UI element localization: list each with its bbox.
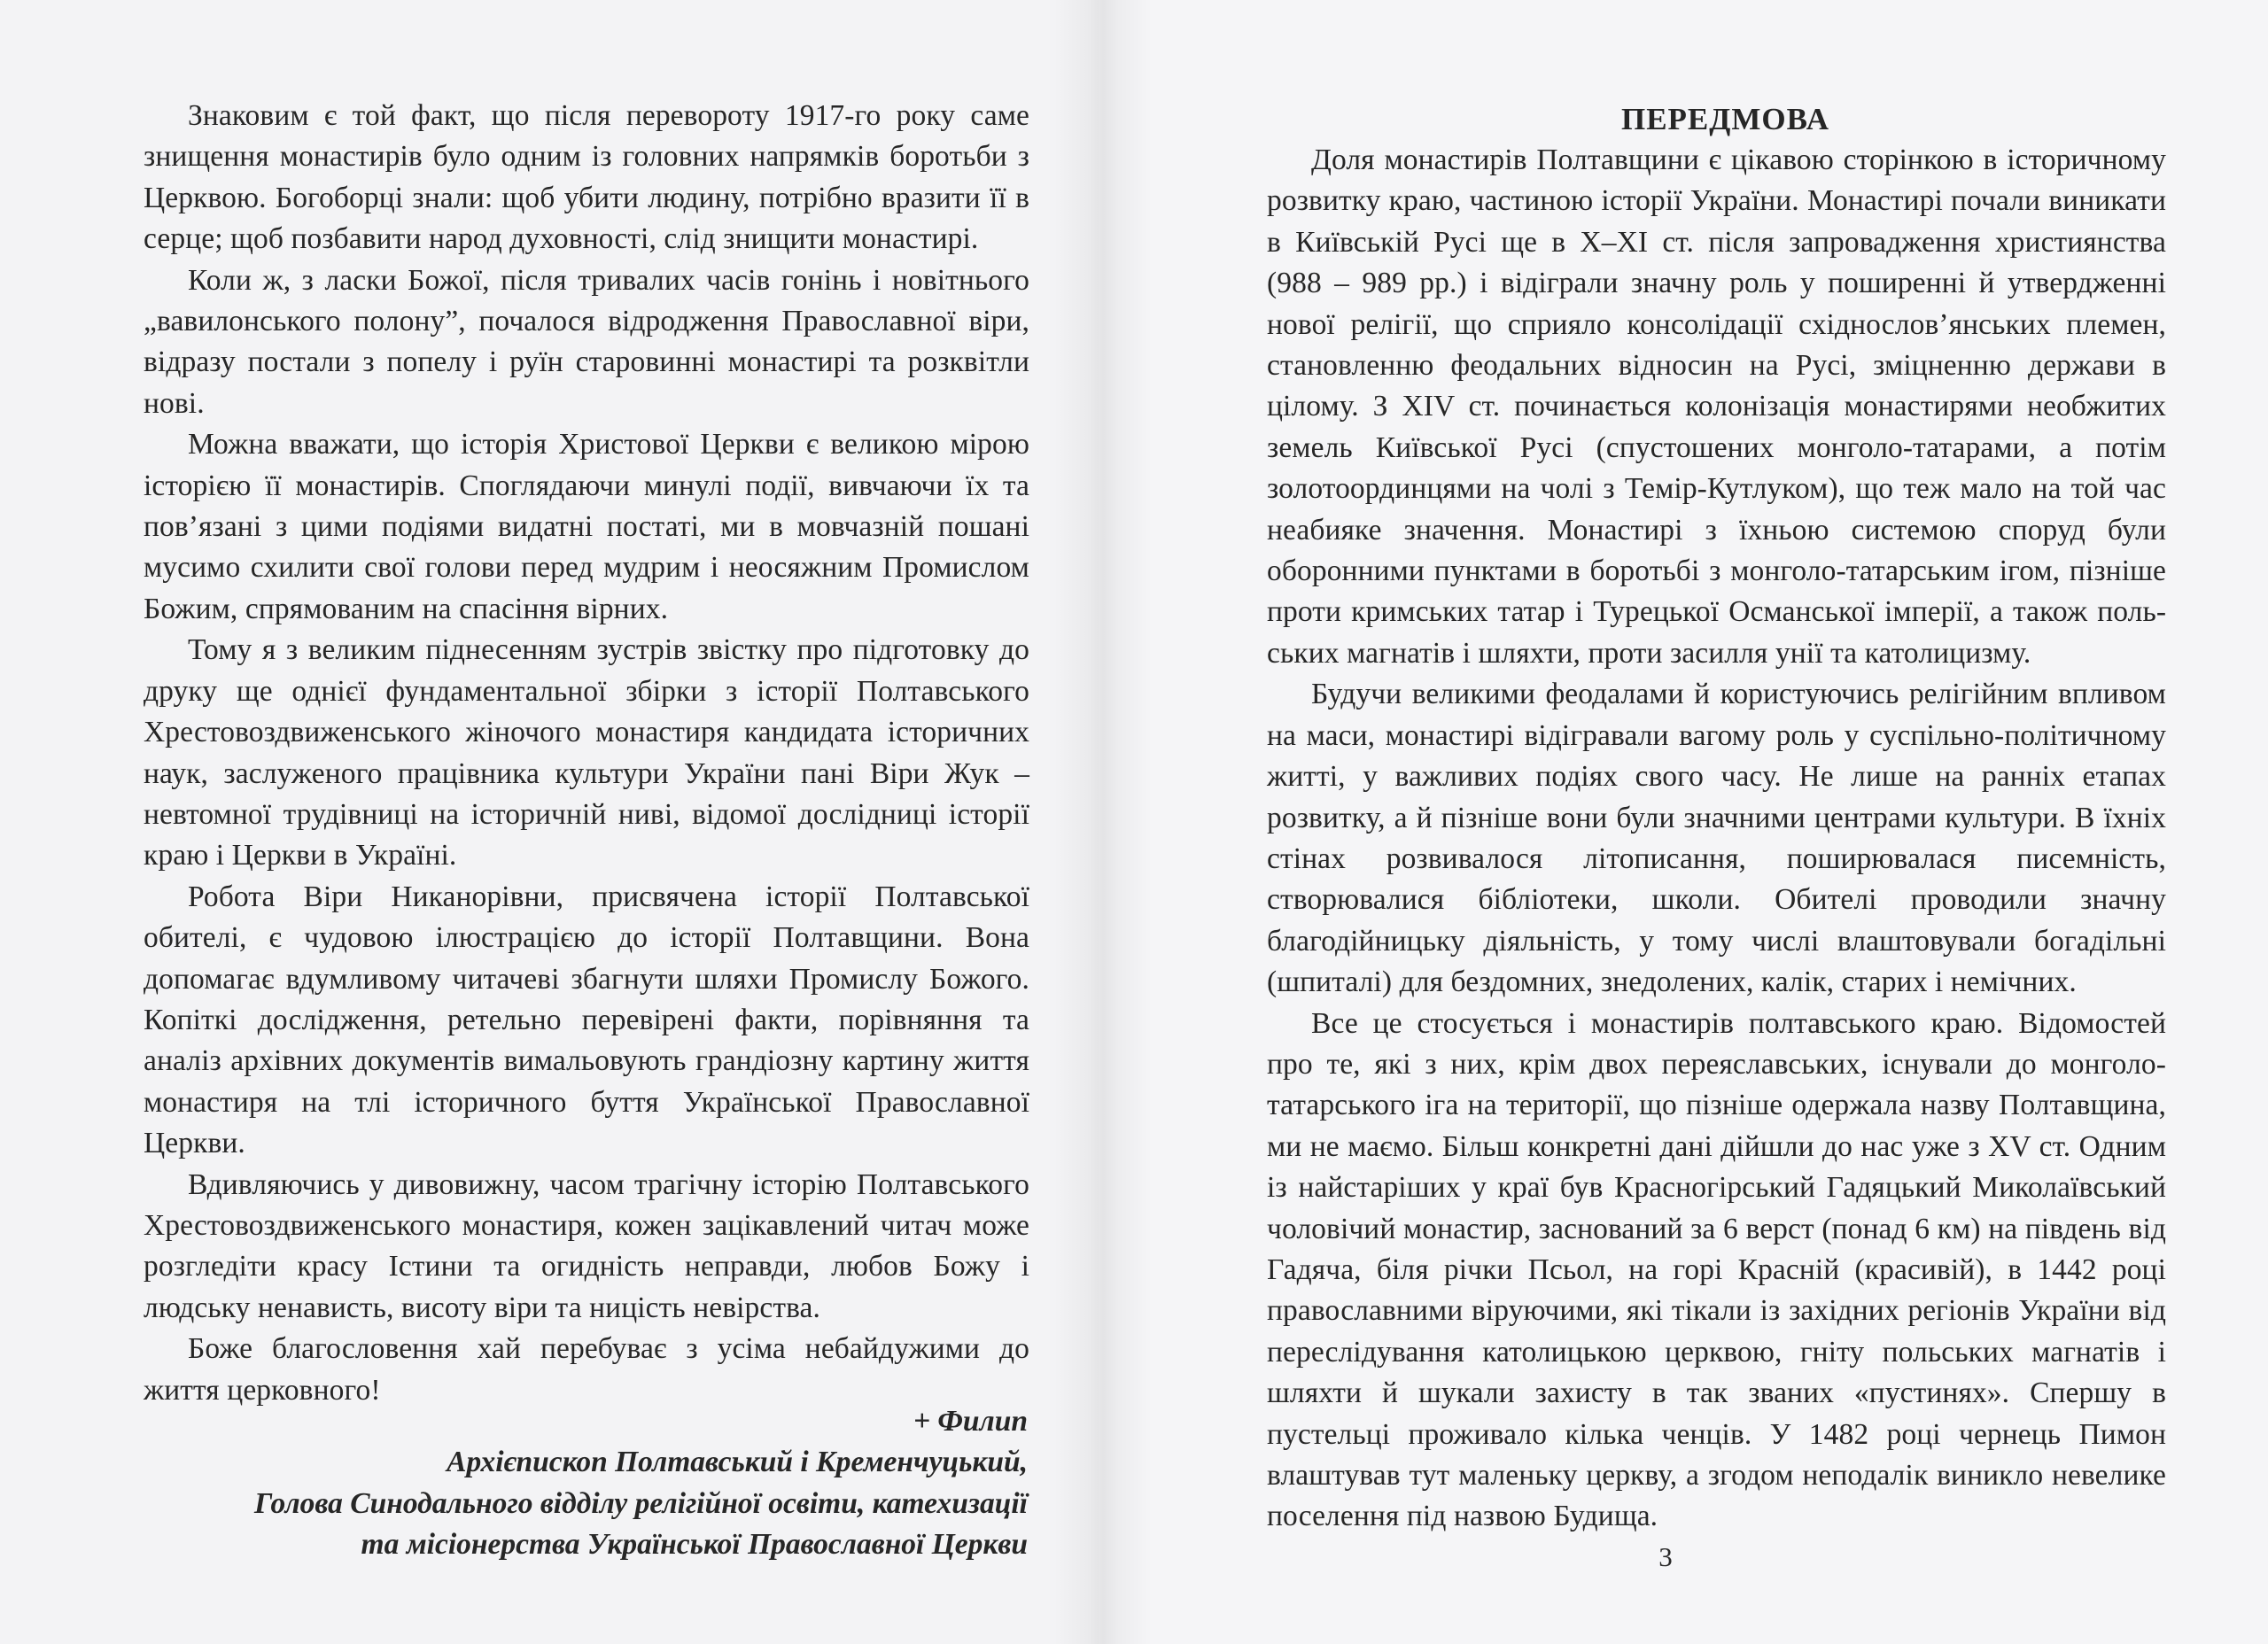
left-page — [0, 0, 1099, 1644]
paragraph: Робота Віри Никанорівни, присвячена історії Полтавської обителі, є чудовою ілюстрацією до історії Полтавщини. Вона допомагає вдумливому читачеві збагнути шляхи Промислу Божого. Копіткі дослідження, ретельно перевірені факти, порівняння та аналіз архівних документів вимальовують грандіозну картину життя монастиря на тлі історичного буття Української Православної Церкви. — [144, 880, 1029, 1160]
paragraph: Можна вважати, що історія Христової Церкви є великою мірою історією її монастирів. Споглядаючи минулі події, вивчаючи їх та пов’язані з цими подіями видатні постаті, ми в мовчазній пошані мусимо схилити свої голови перед мудрим і неосяжним Промислом Божим, спрямованим на спасіння вірних. — [144, 428, 1029, 625]
paragraph: Знаковим є той факт, що після перевороту 1917-го року саме знищення монастирів було одним із головних напрямків боротьби з Церквою. Богоборці знали: щоб убити людину, потрібно вразити її в серце; щоб позбавити народ духовності, слід знищити монастирі. — [144, 99, 1029, 256]
paragraph: Боже благословення хай перебуває з усіма небайдужими до життя церковного! — [144, 1332, 1029, 1407]
left-page-text — [144, 96, 1029, 1411]
book-gutter — [1054, 0, 1152, 1644]
paragraph: Доля монастирів Полтавщини є цікавою сторінкою в історичному розвитку краю, частиною історії України. Монастирі почали виникати в Київській Русі ще в X–XI ст. після запровадження християнства (988 – 989 рр.) і відіграли значну роль у поширенні й утвердженні нової релігії, що сприяло консолідації східнослов’янських племен, становленню феодальних відносин на Русі, зміцненню держави в цілому. З XIV ст. починається колонізація монастирями необжитих земель Київської Русі (спустошених монголо-татарами, а потім золотоординцями на чолі з Темір-Кутлуком), що теж мало на той час неабияке значення. Монастирі з їхньою системою споруд були оборонними пунктами в боротьбі з монголо-татарським ігом, пізніше проти кримських татар і Турецької Османської імперії, а також польських магнатів і шляхти, проти засилля унії та католицизму. — [1267, 143, 2166, 670]
chapter-heading: ПЕРЕДМОВА — [1620, 102, 1830, 136]
paragraph: Тому я з великим піднесенням зустрів звістку про підготовку до друку ще однієї фундаментальної збірки з історії Полтавського Хрестовоздвиженського жіночого монастиря кандидата історичних наук, заслуженого працівника культури України пані Віри Жук – невтомної трудівниці на історичній ниві, відомої дослідниці історії краю і Церкви в Україні. — [144, 633, 1029, 872]
signature-title: Голова Синодального відділу релігійної освіти, катехизації — [254, 1486, 1028, 1520]
signature-block — [89, 1401, 1028, 1566]
signature-name: + Филип — [913, 1405, 1028, 1438]
page-number: 3 — [1658, 1541, 1673, 1572]
paragraph: Будучи великими феодалами й користуючись релігійним впливом на маси, монастирі відігравали вагому роль у суспільно-політичному житті, у важливих подіях свого часу. Не лише на ранніх етапах розвитку, а й пізніше вони були значними центрами культури. В їхніх стінах розвивалося літописання, поширювалася писемність, створювалися бібліотеки, школи. Обителі проводили значну благодійницьку діяльність, у тому числі влаштовували богадільні (шпиталі) для бездомних, знедолених, калік, старих і немічних. — [1267, 678, 2166, 999]
paragraph: Вдивляючись у дивовижну, часом трагічну історію Полтавського Хрестовоздвиженського монастиря, кожен зацікавлений читач може розгледіти красу Істини та огидність неправди, любов Божу і людську ненависть, висоту віри та ницість невірства. — [144, 1167, 1029, 1324]
paragraph: Коли ж, з ласки Божої, після тривалих часів гонінь і новітнього „вавилонського полону”, почалося відродження Православної віри, відразу постали з попелу і руїн старовинні монастирі та розквітли нові. — [144, 263, 1029, 420]
signature-title: та місіонерства Української Православної Церкви — [361, 1528, 1028, 1562]
right-page-text — [1267, 99, 2166, 1538]
paragraph: Все це стосується і монастирів полтавського краю. Відомостей про те, які з них, крім двох переяславських, існували до монголо-татарського іга на території, що пізніше одержала назву Полтавщина, ми не маємо. Більш конкретні дані дійшли до нас уже з XV ст. Одним із найстаріших у краї був Красногірський Гадяцький Миколаївський чоловічий монастир, заснований за 6 верст (понад 6 км) на південь від Гадяча, біля річки Псьол, на горі Красній (красивій), в 1442 році православними віруючими, які тікали із західних регіонів України від переслідування католицькою церквою, гніту польських магнатів і шляхти й шукали захисту в так званих «пустинях». Спершу в пустельці проживало кілька ченців. У 1482 році чернець Пимон влаштував тут маленьку церкву, а згодом неподалік виникло невелике поселення під назвою Будища. — [1267, 1006, 2166, 1533]
signature-title: Архієпископ Полтавський і Кременчуцький, — [447, 1446, 1028, 1479]
